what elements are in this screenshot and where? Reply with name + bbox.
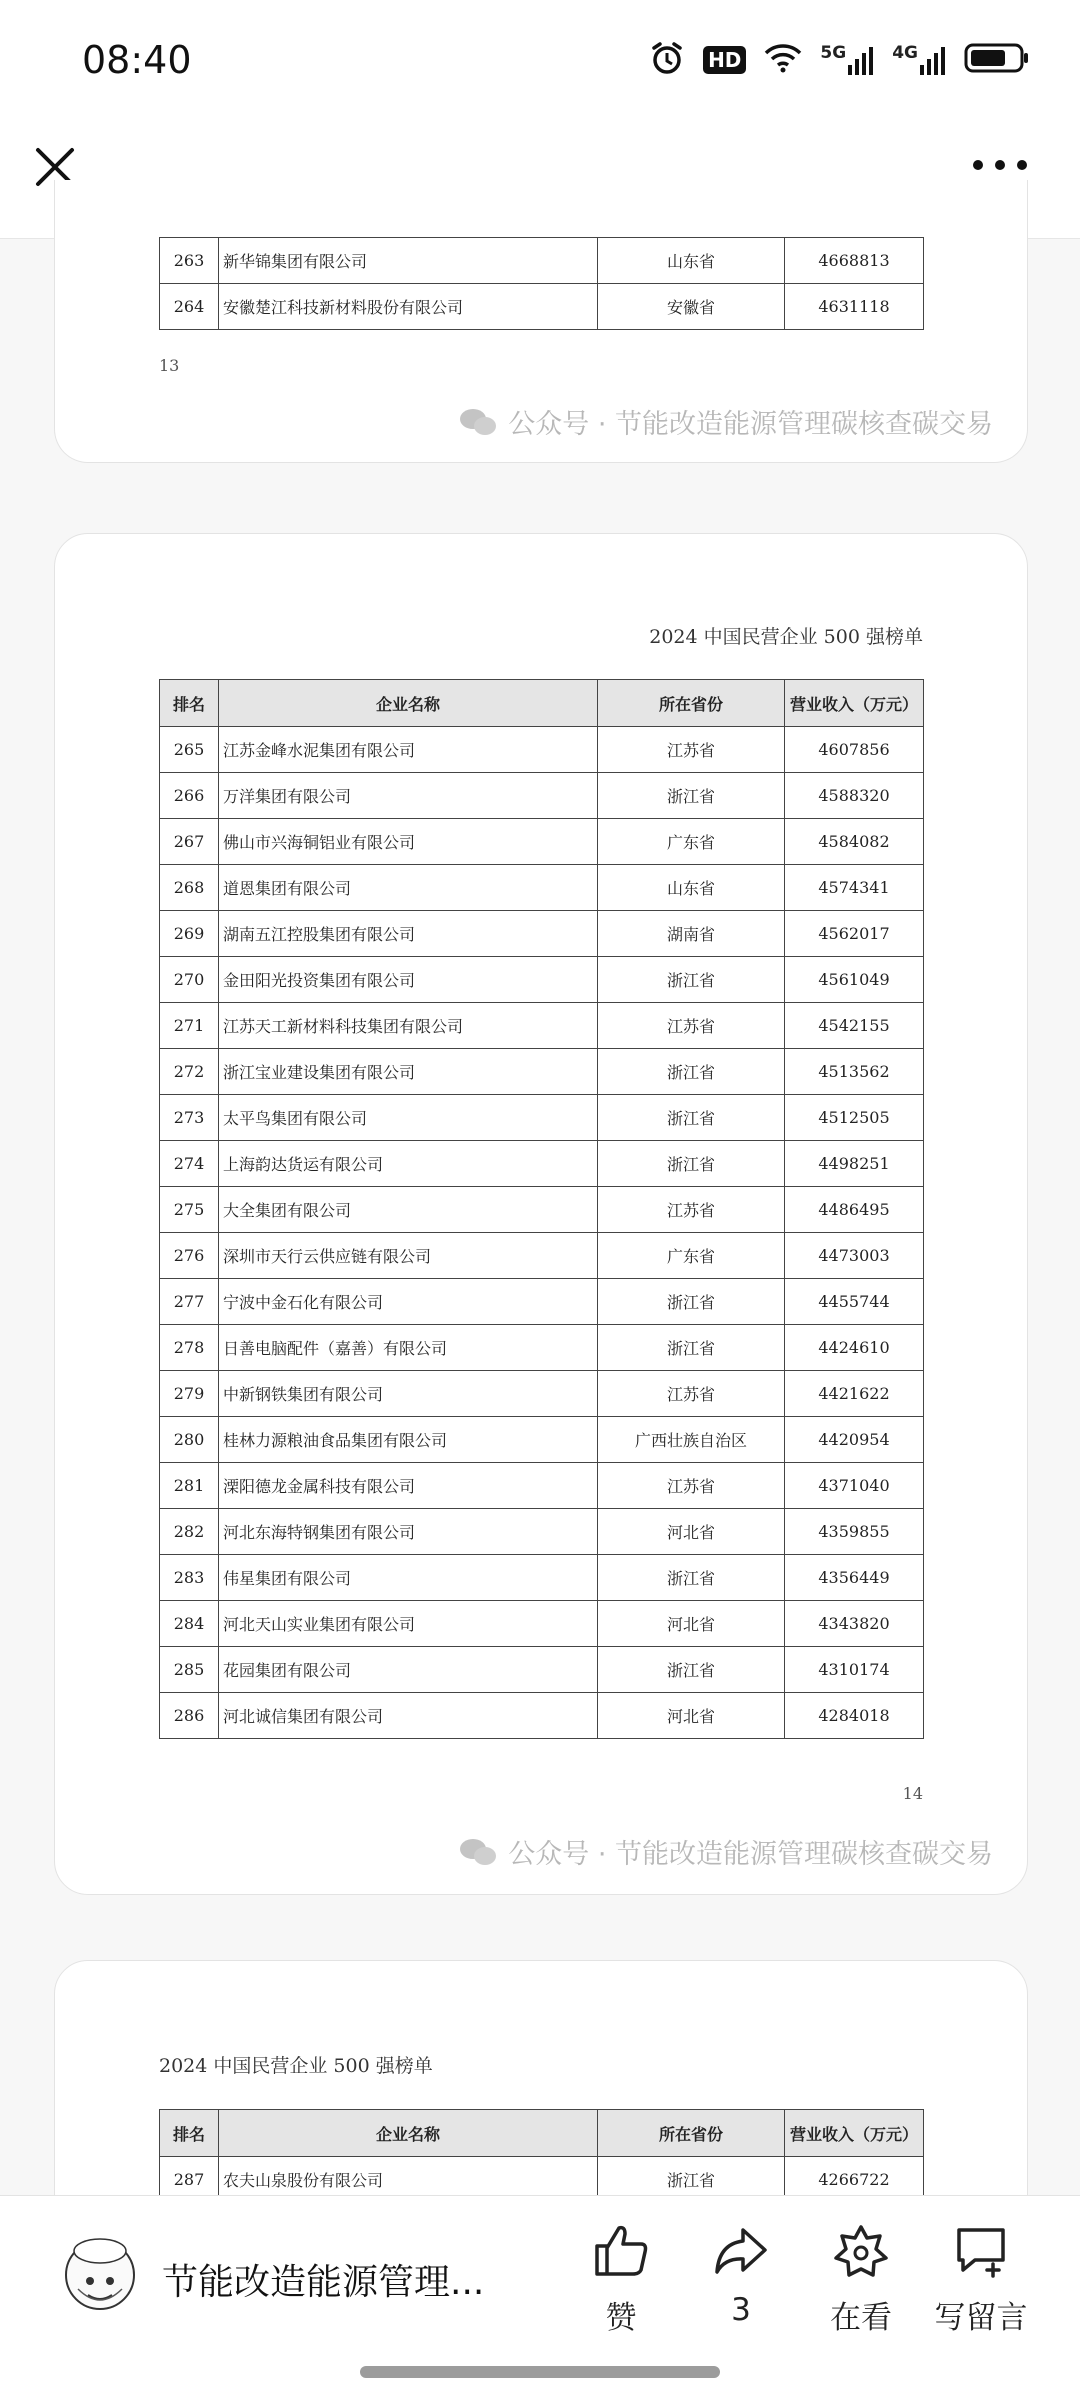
- rank-cell: 265: [160, 727, 219, 773]
- table-row: [160, 1647, 924, 1693]
- table-row: [160, 1417, 924, 1463]
- rank-cell: 270: [160, 957, 219, 1003]
- province-cell: 浙江省: [598, 1279, 785, 1325]
- company-name-cell: 大全集团有限公司: [219, 1187, 598, 1233]
- company-name-cell: 江苏天工新材料科技集团有限公司: [219, 1003, 598, 1049]
- company-name-cell: 深圳市天行云供应链有限公司: [219, 1233, 598, 1279]
- table-header-row: [160, 2110, 924, 2157]
- table-header-row: [160, 680, 924, 727]
- revenue-cell: 4588320: [785, 773, 924, 819]
- province-cell: 江苏省: [598, 1371, 785, 1417]
- province-cell: 江苏省: [598, 1187, 785, 1233]
- table-row: [160, 957, 924, 1003]
- account-name[interactable]: 节能改造能源管理...: [162, 2262, 485, 2303]
- header-revenue: 营业收入（万元）: [785, 680, 924, 727]
- document-page-13: [54, 180, 1028, 463]
- table-row: [160, 865, 924, 911]
- province-cell: 浙江省: [598, 2157, 785, 2203]
- revenue-cell: 4356449: [785, 1555, 924, 1601]
- signal-5g-icon: [820, 45, 874, 75]
- header-province: 所在省份: [598, 2110, 785, 2157]
- rank-cell: 267: [160, 819, 219, 865]
- province-cell: 浙江省: [598, 1049, 785, 1095]
- table-row: [160, 1003, 924, 1049]
- net-label-5g: 5G: [820, 43, 847, 63]
- province-cell: 浙江省: [598, 773, 785, 819]
- watermark: [458, 402, 993, 441]
- revenue-cell: 4498251: [785, 1141, 924, 1187]
- wifi-icon: [764, 43, 802, 77]
- province-cell: 河北省: [598, 1601, 785, 1647]
- table-row: [160, 1187, 924, 1233]
- table-row: [160, 819, 924, 865]
- comment-plus-icon: [953, 2224, 1009, 2278]
- doc-title: 2024 中国民营企业 500 强榜单: [649, 626, 923, 648]
- table-row: [160, 773, 924, 819]
- province-cell: 山东省: [598, 238, 785, 284]
- company-name-cell: 安徽楚江科技新材料股份有限公司: [219, 284, 598, 330]
- rank-cell: 277: [160, 1279, 219, 1325]
- rank-cell: 269: [160, 911, 219, 957]
- revenue-cell: 4574341: [785, 865, 924, 911]
- province-cell: 广东省: [598, 1233, 785, 1279]
- header-revenue: 营业收入（万元）: [785, 2110, 924, 2157]
- revenue-cell: 4561049: [785, 957, 924, 1003]
- rank-cell: 283: [160, 1555, 219, 1601]
- table-row: [160, 1279, 924, 1325]
- ranking-table: [159, 679, 924, 1739]
- watermark: [458, 1832, 993, 1871]
- company-name-cell: 金田阳光投资集团有限公司: [219, 957, 598, 1003]
- revenue-cell: 4513562: [785, 1049, 924, 1095]
- province-cell: 湖南省: [598, 911, 785, 957]
- province-cell: 江苏省: [598, 1003, 785, 1049]
- wechat-icon: [458, 407, 498, 437]
- account-avatar[interactable]: [62, 2231, 138, 2319]
- company-name-cell: 道恩集团有限公司: [219, 865, 598, 911]
- share-count: 3: [731, 2292, 751, 2328]
- province-cell: 浙江省: [598, 1141, 785, 1187]
- header-rank: 排名: [160, 680, 219, 727]
- rank-cell: 276: [160, 1233, 219, 1279]
- watching-button[interactable]: [806, 2224, 916, 2337]
- company-name-cell: 新华锦集团有限公司: [219, 238, 598, 284]
- province-cell: 浙江省: [598, 1555, 785, 1601]
- revenue-cell: 4584082: [785, 819, 924, 865]
- revenue-cell: 4486495: [785, 1187, 924, 1233]
- header-province: 所在省份: [598, 680, 785, 727]
- company-name-cell: 湖南五江控股集团有限公司: [219, 911, 598, 957]
- rank-cell: 281: [160, 1463, 219, 1509]
- province-cell: 河北省: [598, 1509, 785, 1555]
- table-row: [160, 1693, 924, 1739]
- company-name-cell: 溧阳德龙金属科技有限公司: [219, 1463, 598, 1509]
- thumbs-up-icon: [593, 2224, 649, 2278]
- rank-cell: 266: [160, 773, 219, 819]
- province-cell: 山东省: [598, 865, 785, 911]
- company-name-cell: 浙江宝业建设集团有限公司: [219, 1049, 598, 1095]
- company-name-cell: 日善电脑配件（嘉善）有限公司: [219, 1325, 598, 1371]
- rank-cell: 278: [160, 1325, 219, 1371]
- table-row: [160, 911, 924, 957]
- revenue-cell: 4359855: [785, 1509, 924, 1555]
- province-cell: 广东省: [598, 819, 785, 865]
- table-row: [160, 1555, 924, 1601]
- company-name-cell: 宁波中金石化有限公司: [219, 1279, 598, 1325]
- rank-cell: 275: [160, 1187, 219, 1233]
- rank-cell: 286: [160, 1693, 219, 1739]
- revenue-cell: 4420954: [785, 1417, 924, 1463]
- doc-title: 2024 中国民营企业 500 强榜单: [159, 2055, 433, 2077]
- table-row: [160, 1095, 924, 1141]
- revenue-cell: 4310174: [785, 1647, 924, 1693]
- company-name-cell: 伟星集团有限公司: [219, 1555, 598, 1601]
- more-icon: [970, 150, 1030, 180]
- rank-cell: 274: [160, 1141, 219, 1187]
- rank-cell: 284: [160, 1601, 219, 1647]
- ranking-table: [159, 2109, 924, 2203]
- net-label-4g: 4G: [892, 43, 918, 63]
- revenue-cell: 4284018: [785, 1693, 924, 1739]
- revenue-cell: 4473003: [785, 1233, 924, 1279]
- like-label: 赞: [605, 2300, 637, 2336]
- status-icons: [649, 40, 1030, 80]
- company-name-cell: 太平鸟集团有限公司: [219, 1095, 598, 1141]
- company-name-cell: 中新钢铁集团有限公司: [219, 1371, 598, 1417]
- province-cell: 河北省: [598, 1693, 785, 1739]
- table-row: [160, 238, 924, 284]
- header-name: 企业名称: [219, 680, 598, 727]
- rank-cell: 282: [160, 1509, 219, 1555]
- company-name-cell: 桂林力源粮油食品集团有限公司: [219, 1417, 598, 1463]
- rank-cell: 263: [160, 238, 219, 284]
- hd-icon: HD: [703, 46, 746, 74]
- province-cell: 安徽省: [598, 284, 785, 330]
- company-name-cell: 花园集团有限公司: [219, 1647, 598, 1693]
- province-cell: 江苏省: [598, 727, 785, 773]
- revenue-cell: 4455744: [785, 1279, 924, 1325]
- document-page-14: [54, 533, 1028, 1895]
- revenue-cell: 4668813: [785, 238, 924, 284]
- table-row: [160, 284, 924, 330]
- revenue-cell: 4542155: [785, 1003, 924, 1049]
- header-name: 企业名称: [219, 2110, 598, 2157]
- comment-button[interactable]: [926, 2224, 1036, 2337]
- table-row: [160, 1463, 924, 1509]
- rank-cell: 280: [160, 1417, 219, 1463]
- rank-cell: 287: [160, 2157, 219, 2203]
- revenue-cell: 4562017: [785, 911, 924, 957]
- watching-label: 在看: [830, 2300, 892, 2336]
- rank-cell: 273: [160, 1095, 219, 1141]
- company-name-cell: 江苏金峰水泥集团有限公司: [219, 727, 598, 773]
- rank-cell: 268: [160, 865, 219, 911]
- company-name-cell: 河北天山实业集团有限公司: [219, 1601, 598, 1647]
- ranking-table: [159, 237, 924, 330]
- wechat-icon: [458, 1837, 498, 1867]
- revenue-cell: 4512505: [785, 1095, 924, 1141]
- company-name-cell: 河北东海特钢集团有限公司: [219, 1509, 598, 1555]
- province-cell: 浙江省: [598, 1647, 785, 1693]
- province-cell: 广西壮族自治区: [598, 1417, 785, 1463]
- company-name-cell: 河北诚信集团有限公司: [219, 1693, 598, 1739]
- rank-cell: 279: [160, 1371, 219, 1417]
- header-rank: 排名: [160, 2110, 219, 2157]
- rank-cell: 272: [160, 1049, 219, 1095]
- company-name-cell: 农夫山泉股份有限公司: [219, 2157, 598, 2203]
- province-cell: 浙江省: [598, 957, 785, 1003]
- rank-cell: 271: [160, 1003, 219, 1049]
- watching-icon: [833, 2224, 889, 2278]
- province-cell: 江苏省: [598, 1463, 785, 1509]
- signal-4g-icon: [892, 45, 946, 75]
- share-button[interactable]: [686, 2224, 796, 2328]
- revenue-cell: 4631118: [785, 284, 924, 330]
- share-icon: [713, 2224, 769, 2278]
- watermark-text: 公众号 · 节能改造能源管理碳核查碳交易: [508, 1839, 993, 1870]
- status-bar: [0, 0, 1080, 120]
- comment-label: 写留言: [934, 2300, 1028, 2336]
- alarm-icon: [649, 40, 685, 80]
- revenue-cell: 4421622: [785, 1371, 924, 1417]
- table-row: [160, 1371, 924, 1417]
- revenue-cell: 4343820: [785, 1601, 924, 1647]
- province-cell: 浙江省: [598, 1325, 785, 1371]
- table-row: [160, 1325, 924, 1371]
- table-row: [160, 727, 924, 773]
- revenue-cell: 4371040: [785, 1463, 924, 1509]
- revenue-cell: 4424610: [785, 1325, 924, 1371]
- page-number: 13: [159, 356, 180, 375]
- table-row: [160, 1601, 924, 1647]
- table-row: [160, 1509, 924, 1555]
- rank-cell: 285: [160, 1647, 219, 1693]
- company-name-cell: 万洋集团有限公司: [219, 773, 598, 819]
- table-row: [160, 1049, 924, 1095]
- revenue-cell: 4607856: [785, 727, 924, 773]
- company-name-cell: 佛山市兴海铜铝业有限公司: [219, 819, 598, 865]
- battery-icon: [964, 42, 1030, 78]
- status-time: 08:40: [82, 38, 192, 82]
- rank-cell: 264: [160, 284, 219, 330]
- table-row: [160, 1233, 924, 1279]
- page-number: 14: [902, 1784, 923, 1803]
- table-row: [160, 1141, 924, 1187]
- home-indicator[interactable]: [360, 2366, 720, 2378]
- province-cell: 浙江省: [598, 1095, 785, 1141]
- revenue-cell: 4266722: [785, 2157, 924, 2203]
- company-name-cell: 上海韵达货运有限公司: [219, 1141, 598, 1187]
- watermark-text: 公众号 · 节能改造能源管理碳核查碳交易: [508, 409, 993, 440]
- like-button[interactable]: [566, 2224, 676, 2337]
- more-button[interactable]: [970, 150, 1030, 180]
